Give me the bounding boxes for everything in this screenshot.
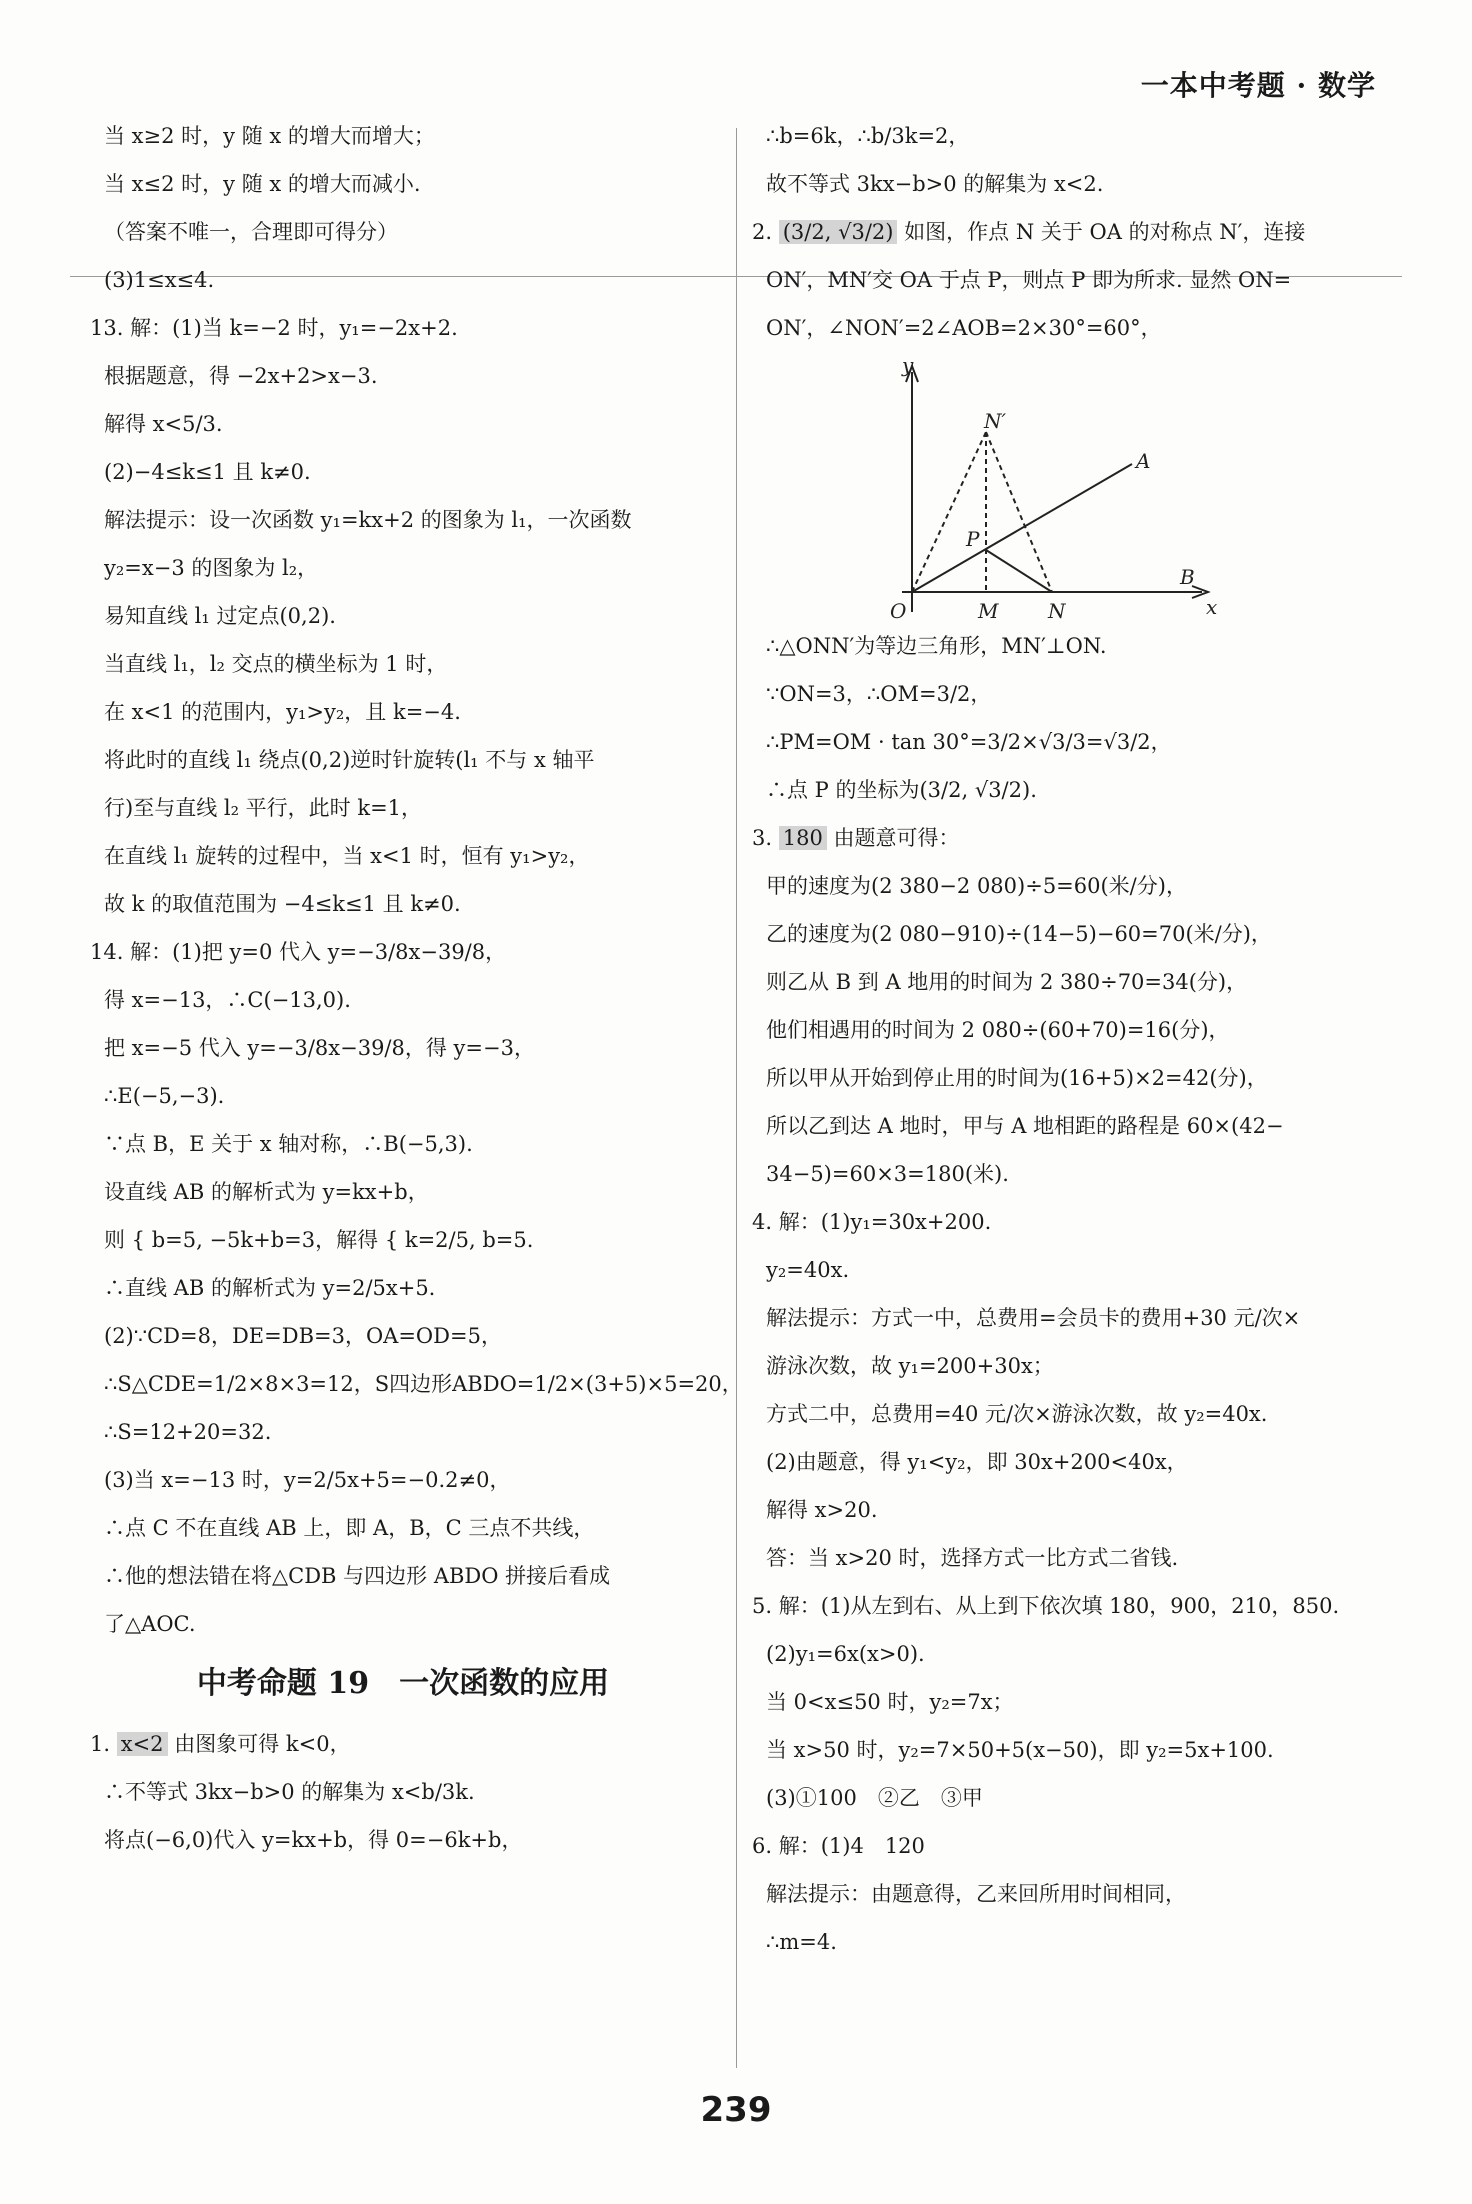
right-line-2: 故不等式 3kx−b>0 的解集为 x<2. xyxy=(766,172,1104,196)
section-title: 中考命题 19 一次函数的应用 xyxy=(196,1666,610,1701)
right-rest-line: 答：当 x>20 时，选择方式一比方式二省钱. xyxy=(766,1546,1179,1570)
item-3-answer: 180 xyxy=(779,826,827,850)
item-2-num: 2. xyxy=(752,220,773,244)
left-lines-line: ∴点 C 不在直线 AB 上，即 A，B，C 三点不共线， xyxy=(104,1516,595,1540)
right-rest-line: 4. 解：(1)y₁=30x+200. xyxy=(752,1210,992,1234)
right-rest-line: ∴m=4. xyxy=(766,1930,837,1954)
label-p: P xyxy=(966,527,980,551)
right-rest-line: 34−5)=60×3=180(米). xyxy=(766,1162,1009,1186)
right-rest-line: 解得 x>20. xyxy=(766,1498,878,1522)
right-rest-line: 所以乙到达 A 地时，甲与 A 地相距的路程是 60×(42− xyxy=(766,1114,1284,1138)
right-rest-line: 乙的速度为(2 080−910)÷(14−5)−60=70(米/分)， xyxy=(766,922,1272,946)
item-1-num: 1. xyxy=(90,1732,111,1756)
label-n: N xyxy=(1048,599,1066,623)
left-lines-line: (3)1≤x≤4. xyxy=(104,268,215,292)
right-rest-line: 解法提示：方式一中，总费用=会员卡的费用+30 元/次× xyxy=(766,1306,1301,1330)
right-after-fig-line: ∴△ONN′为等边三角形，MN′⊥ON. xyxy=(766,634,1107,658)
left-lines-line: 在直线 l₁ 旋转的过程中，当 x<1 时，恒有 y₁>y₂， xyxy=(104,844,590,868)
left-lines-line: ∴他的想法错在将△CDB 与四边形 ABDO 拼接后看成 xyxy=(104,1564,611,1588)
right-line-1: ∴b=6k，∴b/3k=2， xyxy=(766,124,970,148)
item-2-text-3: ON′，∠NON′=2∠AOB=2×30°=60°， xyxy=(766,316,1162,340)
column-divider xyxy=(736,128,737,2068)
item-1-answer: x<2 xyxy=(117,1732,168,1756)
item-2-answer: (3/2, √3/2) xyxy=(779,220,898,244)
left-lines-line: 根据题意，得 −2x+2>x−3. xyxy=(104,364,378,388)
right-rest-line: 他们相遇用的时间为 2 080÷(60+70)=16(分)， xyxy=(766,1018,1230,1042)
label-m: M xyxy=(978,599,999,623)
label-x: x xyxy=(1206,595,1218,619)
left-lines-line: 故 k 的取值范围为 −4≤k≤1 且 k≠0. xyxy=(104,892,461,916)
left-lines-line: 解法提示：设一次函数 y₁=kx+2 的图象为 l₁，一次函数 xyxy=(104,508,632,532)
left-lines-line: 14. 解：(1)把 y=0 代入 y=−3/8x−39/8， xyxy=(90,940,507,964)
segment-pn xyxy=(986,550,1052,592)
left-text-block xyxy=(90,112,743,1648)
left-lines-line: ∴S=12+20=32. xyxy=(104,1420,272,1444)
segment-n-prime-n xyxy=(986,432,1052,592)
right-after-fig-line: ∴点 P 的坐标为(3/2, √3/2). xyxy=(766,778,1037,802)
left-lines-line: 当直线 l₁，l₂ 交点的横坐标为 1 时， xyxy=(104,652,448,676)
item-1-text: 由图象可得 k<0， xyxy=(174,1732,351,1756)
left-lines-line: ∴E(−5,−3). xyxy=(104,1084,225,1108)
right-after-fig-line: ∴PM=OM · tan 30°=3/2×√3/3=√3/2， xyxy=(766,730,1172,754)
left-lines-line: ∴直线 AB 的解析式为 y=2/5x+5. xyxy=(104,1276,436,1300)
left-lines-line: 设直线 AB 的解析式为 y=kx+b， xyxy=(104,1180,429,1204)
left-lines-line: （答案不唯一，合理即可得分） xyxy=(104,220,398,244)
left-lines-line: 了△AOC. xyxy=(104,1612,196,1636)
right-rest-line: 游泳次数，故 y₁=200+30x； xyxy=(766,1354,1054,1378)
figure-svg xyxy=(890,352,1232,623)
left-lines-line: ∴S△CDE=1/2×8×3=12，S四边形ABDO=1/2×(3+5)×5=20， xyxy=(104,1372,743,1396)
left-lines-line: 当 x≥2 时，y 随 x 的增大而增大； xyxy=(104,124,435,148)
left-lines-line: 解得 x<5/3. xyxy=(104,412,223,436)
left-lines-line: 行)至与直线 l₂ 平行，此时 k=1， xyxy=(104,796,423,820)
right-rest-line: 当 0<x≤50 时，y₂=7x； xyxy=(766,1690,1014,1714)
left-lines-line: (3)当 x=−13 时，y=2/5x+5=−0.2≠0， xyxy=(104,1468,511,1492)
right-rest-line: 6. 解：(1)4 120 xyxy=(752,1834,925,1858)
page-header: 一本中考题 · 数学 xyxy=(1140,69,1376,102)
right-rest-line: 所以甲从开始到停止用的时间为(16+5)×2=42(分)， xyxy=(766,1066,1268,1090)
right-rest-line: (2)由题意，得 y₁<y₂，即 30x+200<40x， xyxy=(766,1450,1188,1474)
left-lines-line: 当 x≤2 时，y 随 x 的增大而减小. xyxy=(104,172,421,196)
item-3-num: 3. xyxy=(752,826,773,850)
left-lines-line: 则 { b=5, −5k+b=3，解得 { k=2/5, b=5. xyxy=(104,1228,534,1252)
right-rest-line: 甲的速度为(2 380−2 080)÷5=60(米/分)， xyxy=(766,874,1187,898)
right-rest-block xyxy=(752,862,1392,1966)
item-3-text: 由题意可得： xyxy=(833,826,960,850)
right-rest-line: 5. 解：(1)从左到右、从上到下依次填 180，900，210，850. xyxy=(752,1594,1340,1618)
right-rest-line: 解法提示：由题意得，乙来回所用时间相同， xyxy=(766,1882,1186,1906)
page-number: 239 xyxy=(700,2090,772,2130)
right-column xyxy=(752,112,1392,1966)
left-column xyxy=(90,112,743,1864)
left-lines-line: 易知直线 l₁ 过定点(0,2). xyxy=(104,604,336,628)
right-rest-line: (3)①100 ②乙 ③甲 xyxy=(766,1786,983,1810)
item-2-text-2: ON′，MN′交 OA 于点 P，则点 P 即为所求. 显然 ON= xyxy=(766,268,1292,292)
segment-on-prime xyxy=(912,432,986,592)
left-lines-line: 得 x=−13，∴C(−13,0). xyxy=(104,988,351,1012)
right-rest-line: 当 x>50 时，y₂=7×50+5(x−50)，即 y₂=5x+100. xyxy=(766,1738,1274,1762)
right-after-fig-line: ∵ON=3，∴OM=3/2， xyxy=(766,682,992,706)
item-2-line xyxy=(752,208,1392,256)
left-lines-line: y₂=x−3 的图象为 l₂， xyxy=(104,556,319,580)
label-b: B xyxy=(1180,565,1195,589)
left-lines-line: 将此时的直线 l₁ 绕点(0,2)逆时针旋转(l₁ 不与 x 轴平 xyxy=(104,748,595,772)
left-lines-line: 把 x=−5 代入 y=−3/8x−39/8，得 y=−3， xyxy=(104,1036,535,1060)
label-y: y xyxy=(902,353,914,377)
right-rest-line: y₂=40x. xyxy=(766,1258,850,1282)
left-lines-line: 13. 解：(1)当 k=−2 时，y₁=−2x+2. xyxy=(90,316,458,340)
left-lines-line: (2)∵CD=8，DE=DB=3，OA=OD=5， xyxy=(104,1324,502,1348)
geometry-figure xyxy=(752,352,1392,622)
right-rest-line: (2)y₁=6x(x>0). xyxy=(766,1642,925,1666)
item-1-line-2: ∴不等式 3kx−b>0 的解集为 x<b/3k. xyxy=(104,1780,475,1804)
label-a: A xyxy=(1136,449,1151,473)
label-n-prime: N′ xyxy=(984,409,1007,433)
left-lines-line: 在 x<1 的范围内，y₁>y₂，且 k=−4. xyxy=(104,700,461,724)
right-after-figure-block xyxy=(752,622,1392,814)
item-2-text-1: 如图，作点 N 关于 OA 的对称点 N′，连接 xyxy=(904,220,1306,244)
left-lines-line: (2)−4≤k≤1 且 k≠0. xyxy=(104,460,311,484)
right-rest-line: 方式二中，总费用=40 元/次×游泳次数，故 y₂=40x. xyxy=(766,1402,1268,1426)
label-o: O xyxy=(890,599,907,623)
item-1-line xyxy=(90,1720,716,1768)
item-3-line xyxy=(752,814,1392,862)
item-1-line-3: 将点(−6,0)代入 y=kx+b，得 0=−6k+b， xyxy=(104,1828,523,1852)
right-rest-line: 则乙从 B 到 A 地用的时间为 2 380÷70=34(分)， xyxy=(766,970,1248,994)
left-lines-line: ∵点 B，E 关于 x 轴对称，∴B(−5,3). xyxy=(104,1132,473,1156)
